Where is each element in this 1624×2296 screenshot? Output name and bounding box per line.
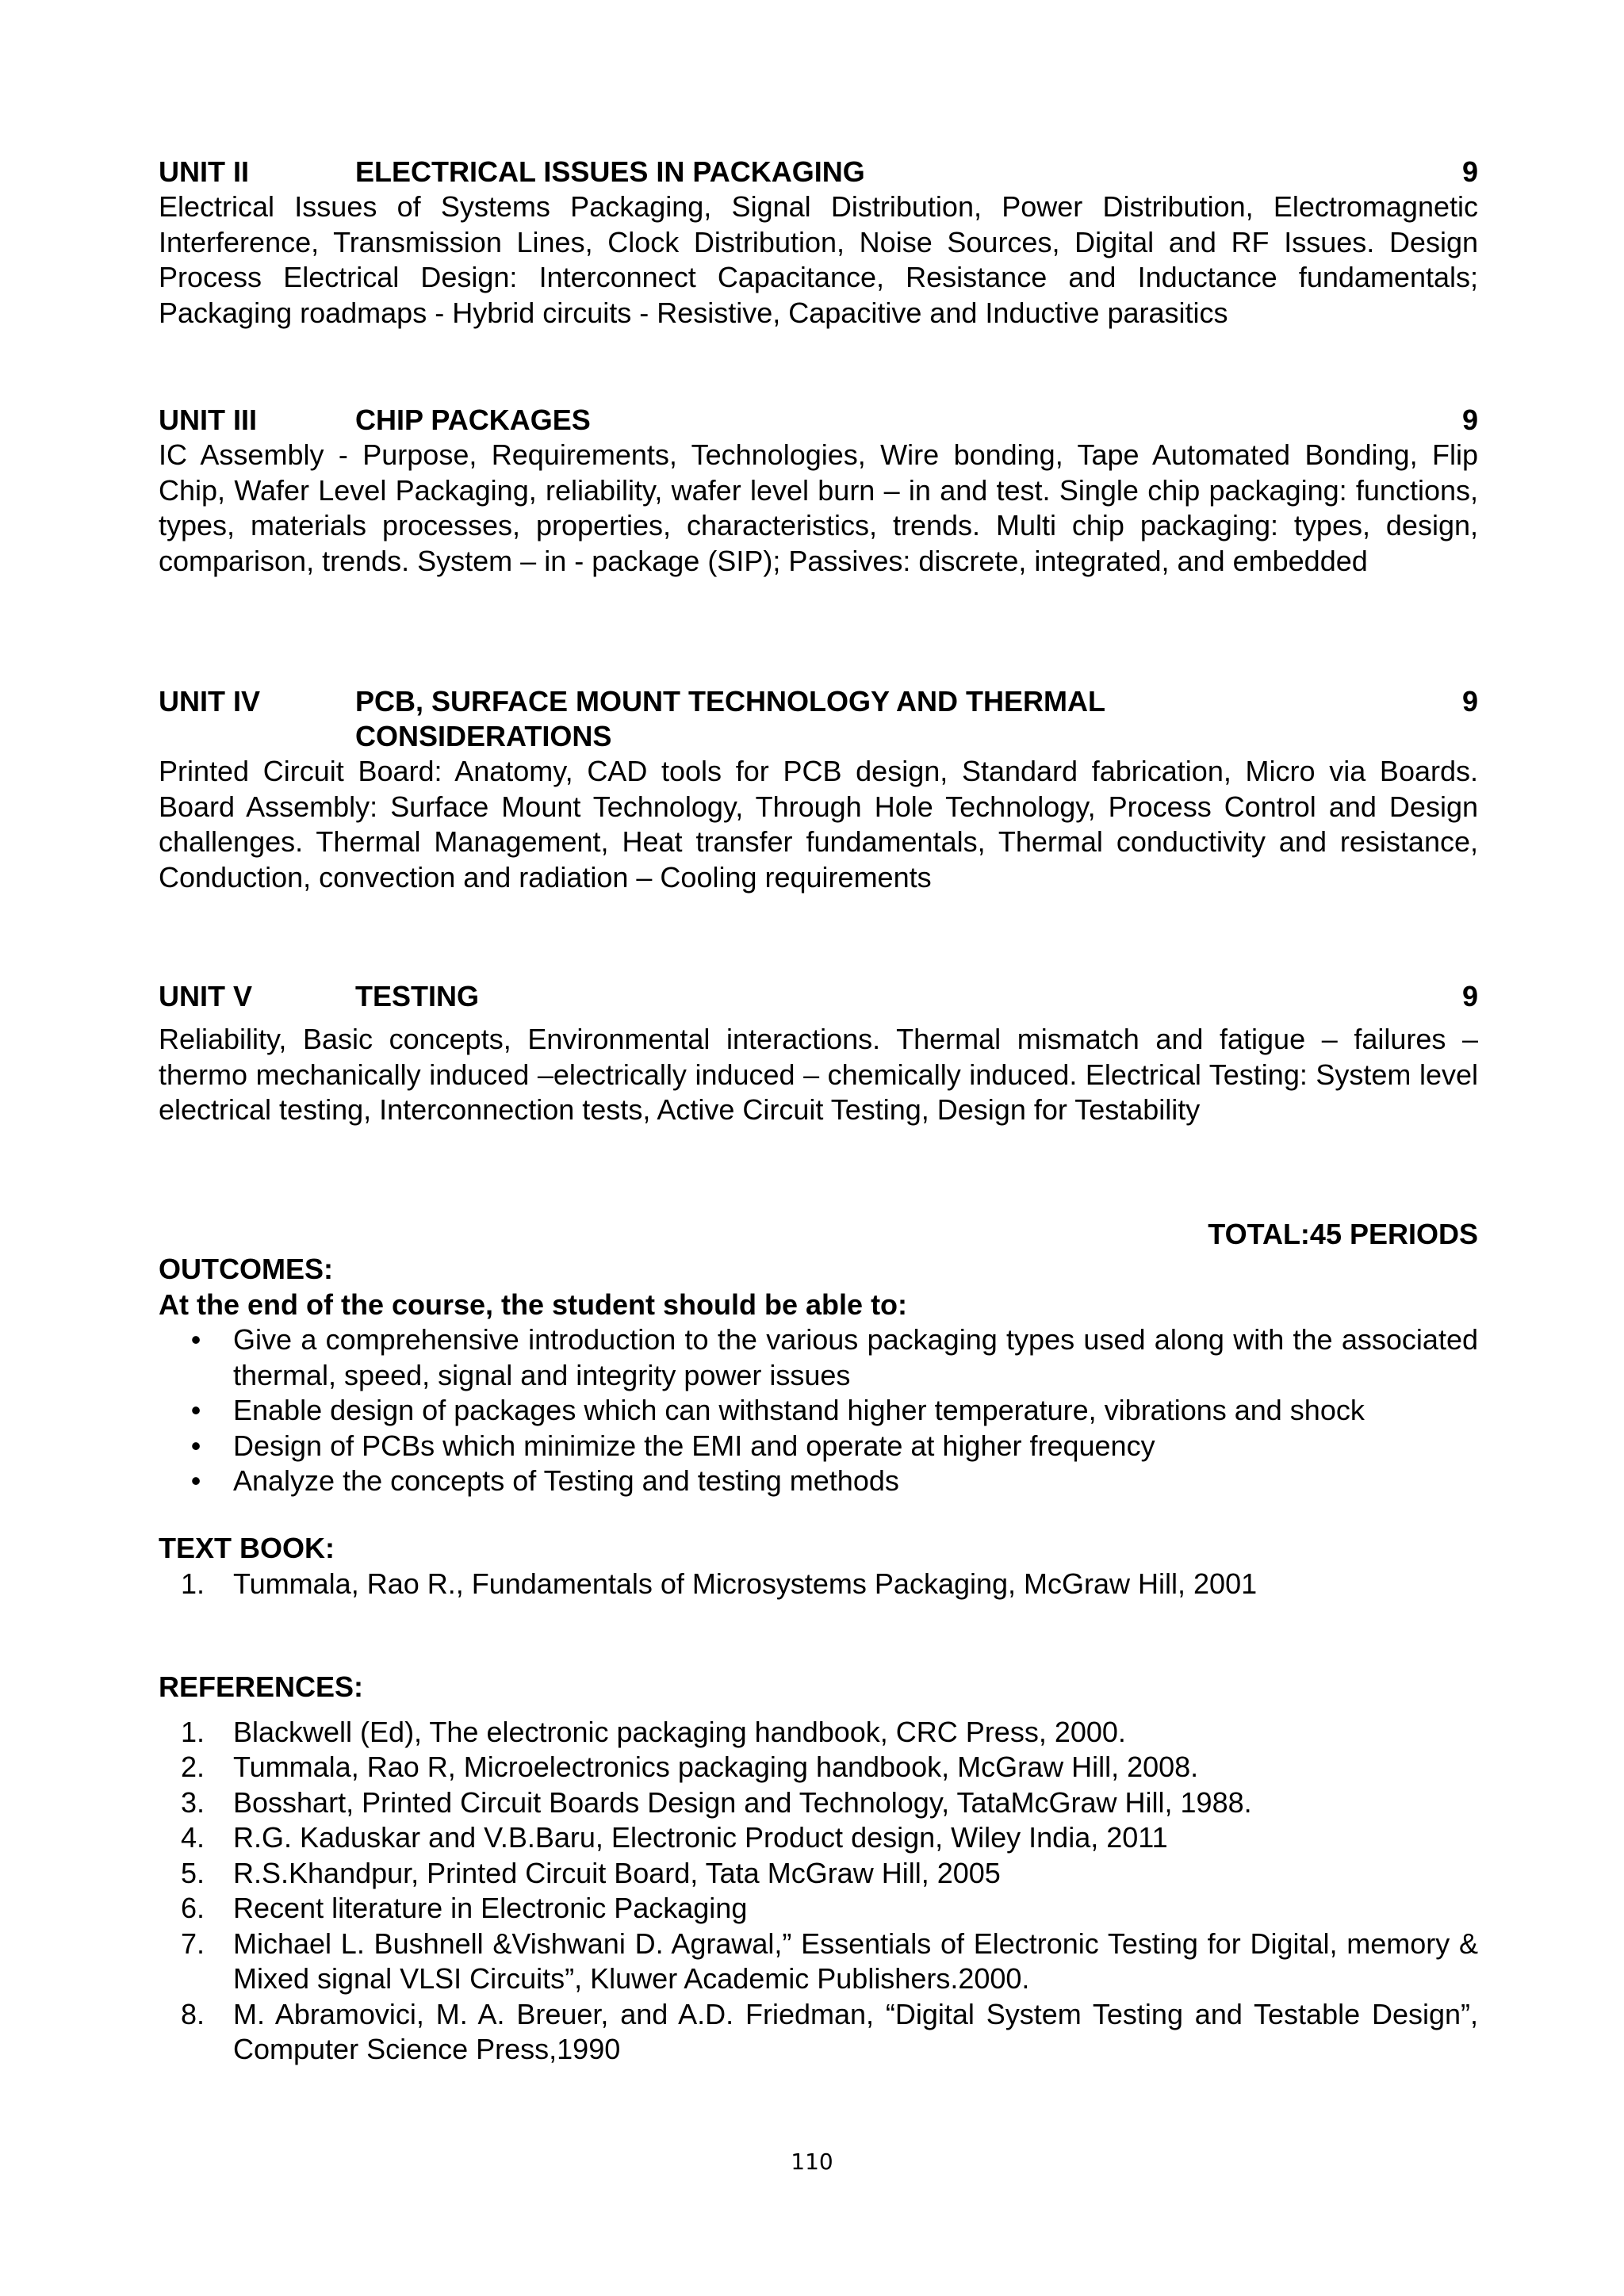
outcomes-heading: OUTCOMES: <box>159 1253 333 1285</box>
textbook-section <box>159 1531 1478 1601</box>
list-item <box>159 1715 1478 1751</box>
item-number: 1. <box>181 1715 205 1748</box>
unit-heading <box>159 403 1478 438</box>
unit-section <box>159 979 1478 1128</box>
unit-hours: 9 <box>1461 155 1478 188</box>
item-text: Recent literature in Electronic Packaging <box>233 1892 748 1924</box>
outcome-text: Give a comprehensive introduction to the various packaging types used along with the associated thermal, speed, signal and integrity power issues <box>233 1323 1478 1391</box>
unit-body: IC Assembly - Purpose, Requirements, Technologies, Wire bonding, Tape Automated Bonding, Flip Chip, Wafer Level Packaging, reliability, wafer level burn – in and test. Single chip packaging: functions, types, materials processes, properties, characteristics, trends. Multi chip packaging: types, design, comparison, trends. System – in - package (SIP); Passives: discrete, integrated, and embedded <box>159 438 1478 577</box>
item-text: Blackwell (Ed), The electronic packaging handbook, CRC Press, 2000. <box>233 1715 1126 1748</box>
textbook-list <box>159 1567 1478 1602</box>
item-text: Tummala, Rao R, Microelectronics packaging handbook, McGraw Hill, 2008. <box>233 1751 1199 1783</box>
outcomes-list <box>159 1322 1478 1499</box>
unit-title-line: PCB, SURFACE MOUNT TECHNOLOGY AND THERMAL <box>355 685 1106 718</box>
total-periods: TOTAL:45 PERIODS <box>1208 1218 1478 1250</box>
unit-label: UNIT V <box>159 980 253 1012</box>
list-item <box>159 1997 1478 2068</box>
unit-hours: 9 <box>1461 685 1478 718</box>
unit-heading <box>159 684 1478 754</box>
unit-hours: 9 <box>1461 980 1478 1012</box>
unit-section <box>159 155 1478 331</box>
unit-title: ELECTRICAL ISSUES IN PACKAGING <box>355 155 865 188</box>
list-item <box>159 1567 1478 1602</box>
outcome-text: Enable design of packages which can withstand higher temperature, vibrations and shock <box>233 1394 1365 1426</box>
list-item <box>159 1820 1478 1856</box>
list-item <box>159 1856 1478 1892</box>
item-text: Michael L. Bushnell &Vishwani D. Agrawal,” Essentials of Electronic Testing for Digital, memory & Mixed signal VLSI Circuits”, Kluwer Academic Publishers.2000. <box>233 1927 1478 1995</box>
item-number: 4. <box>181 1821 205 1854</box>
item-text: Tummala, Rao R., Fundamentals of Microsystems Packaging, McGraw Hill, 2001 <box>233 1567 1258 1600</box>
list-item <box>159 1927 1478 1997</box>
list-item <box>159 1750 1478 1785</box>
page-number: 110 <box>791 2149 833 2175</box>
unit-label: UNIT IV <box>159 685 261 718</box>
textbook-heading: TEXT BOOK: <box>159 1532 335 1564</box>
unit-label: UNIT II <box>159 155 249 188</box>
unit-heading <box>159 979 1478 1014</box>
item-text: Bosshart, Printed Circuit Boards Design and Technology, TataMcGraw Hill, 1988. <box>233 1785 1252 1819</box>
bullet-icon: • <box>190 1394 201 1426</box>
outcomes-section <box>159 1252 1478 1499</box>
bullet-icon: • <box>190 1464 201 1497</box>
list-item <box>159 1464 1478 1499</box>
item-number: 3. <box>181 1785 205 1819</box>
list-item <box>159 1322 1478 1393</box>
item-number: 7. <box>181 1927 205 1960</box>
list-item <box>159 1891 1478 1927</box>
item-number: 2. <box>181 1751 205 1783</box>
unit-title-line-2: CONSIDERATIONS <box>355 720 612 752</box>
item-number: 6. <box>181 1892 205 1924</box>
list-item <box>159 1785 1478 1821</box>
unit-section <box>159 684 1478 895</box>
unit-title: CHIP PACKAGES <box>355 404 591 436</box>
item-number: 1. <box>181 1567 205 1600</box>
unit-hours: 9 <box>1461 404 1478 436</box>
item-text: M. Abramovici, M. A. Breuer, and A.D. Friedman, “Digital System Testing and Testable Design”, Computer Science Press,1990 <box>233 1997 1478 2065</box>
list-item <box>159 1393 1478 1429</box>
item-text: R.G. Kaduskar and V.B.Baru, Electronic Product design, Wiley India, 2011 <box>233 1821 1168 1854</box>
unit-body: Reliability, Basic concepts, Environmental interactions. Thermal mismatch and fatigue – failures – thermo mechanically induced –electrically induced – chemically induced. Electrical Testing: System level electrical testing, Interconnection tests, Active Circuit Testing, Design for Testability <box>159 1023 1478 1126</box>
item-text: R.S.Khandpur, Printed Circuit Board, Tata McGraw Hill, 2005 <box>233 1856 1001 1889</box>
unit-body: Printed Circuit Board: Anatomy, CAD tools for PCB design, Standard fabrication, Micro via Boards. Board Assembly: Surface Mount Technology, Through Hole Technology, Process Control and Design challenges. Thermal Management, Heat transfer fundamentals, Thermal conductivity and resistance, Conduction, convection and radiation – Cooling requirements <box>159 755 1478 894</box>
item-number: 8. <box>181 1997 205 2030</box>
list-item <box>159 1429 1478 1464</box>
unit-section <box>159 403 1478 579</box>
bullet-icon: • <box>190 1323 201 1356</box>
references-list <box>159 1715 1478 2068</box>
unit-title <box>355 684 1431 754</box>
outcome-text: Design of PCBs which minimize the EMI and operate at higher frequency <box>233 1429 1155 1462</box>
references-heading: REFERENCES: <box>159 1670 364 1703</box>
bullet-icon: • <box>190 1429 201 1462</box>
unit-title: TESTING <box>355 980 480 1012</box>
unit-heading <box>159 155 1478 189</box>
unit-body: Electrical Issues of Systems Packaging, Signal Distribution, Power Distribution, Electromagnetic Interference, Transmission Lines, Clock Distribution, Noise Sources, Digital and RF Issues. Design Process Electrical Design: Interconnect Capacitance, Resistance and Inductance fundamentals; Packaging roadmaps - Hybrid circuits - Resistive, Capacitive and Inductive parasitics <box>159 190 1478 329</box>
item-number: 5. <box>181 1856 205 1889</box>
unit-label: UNIT III <box>159 404 257 436</box>
references-section <box>159 1670 1478 2068</box>
outcome-text: Analyze the concepts of Testing and testing methods <box>233 1464 899 1497</box>
outcomes-intro: At the end of the course, the student should be able to: <box>159 1288 908 1321</box>
